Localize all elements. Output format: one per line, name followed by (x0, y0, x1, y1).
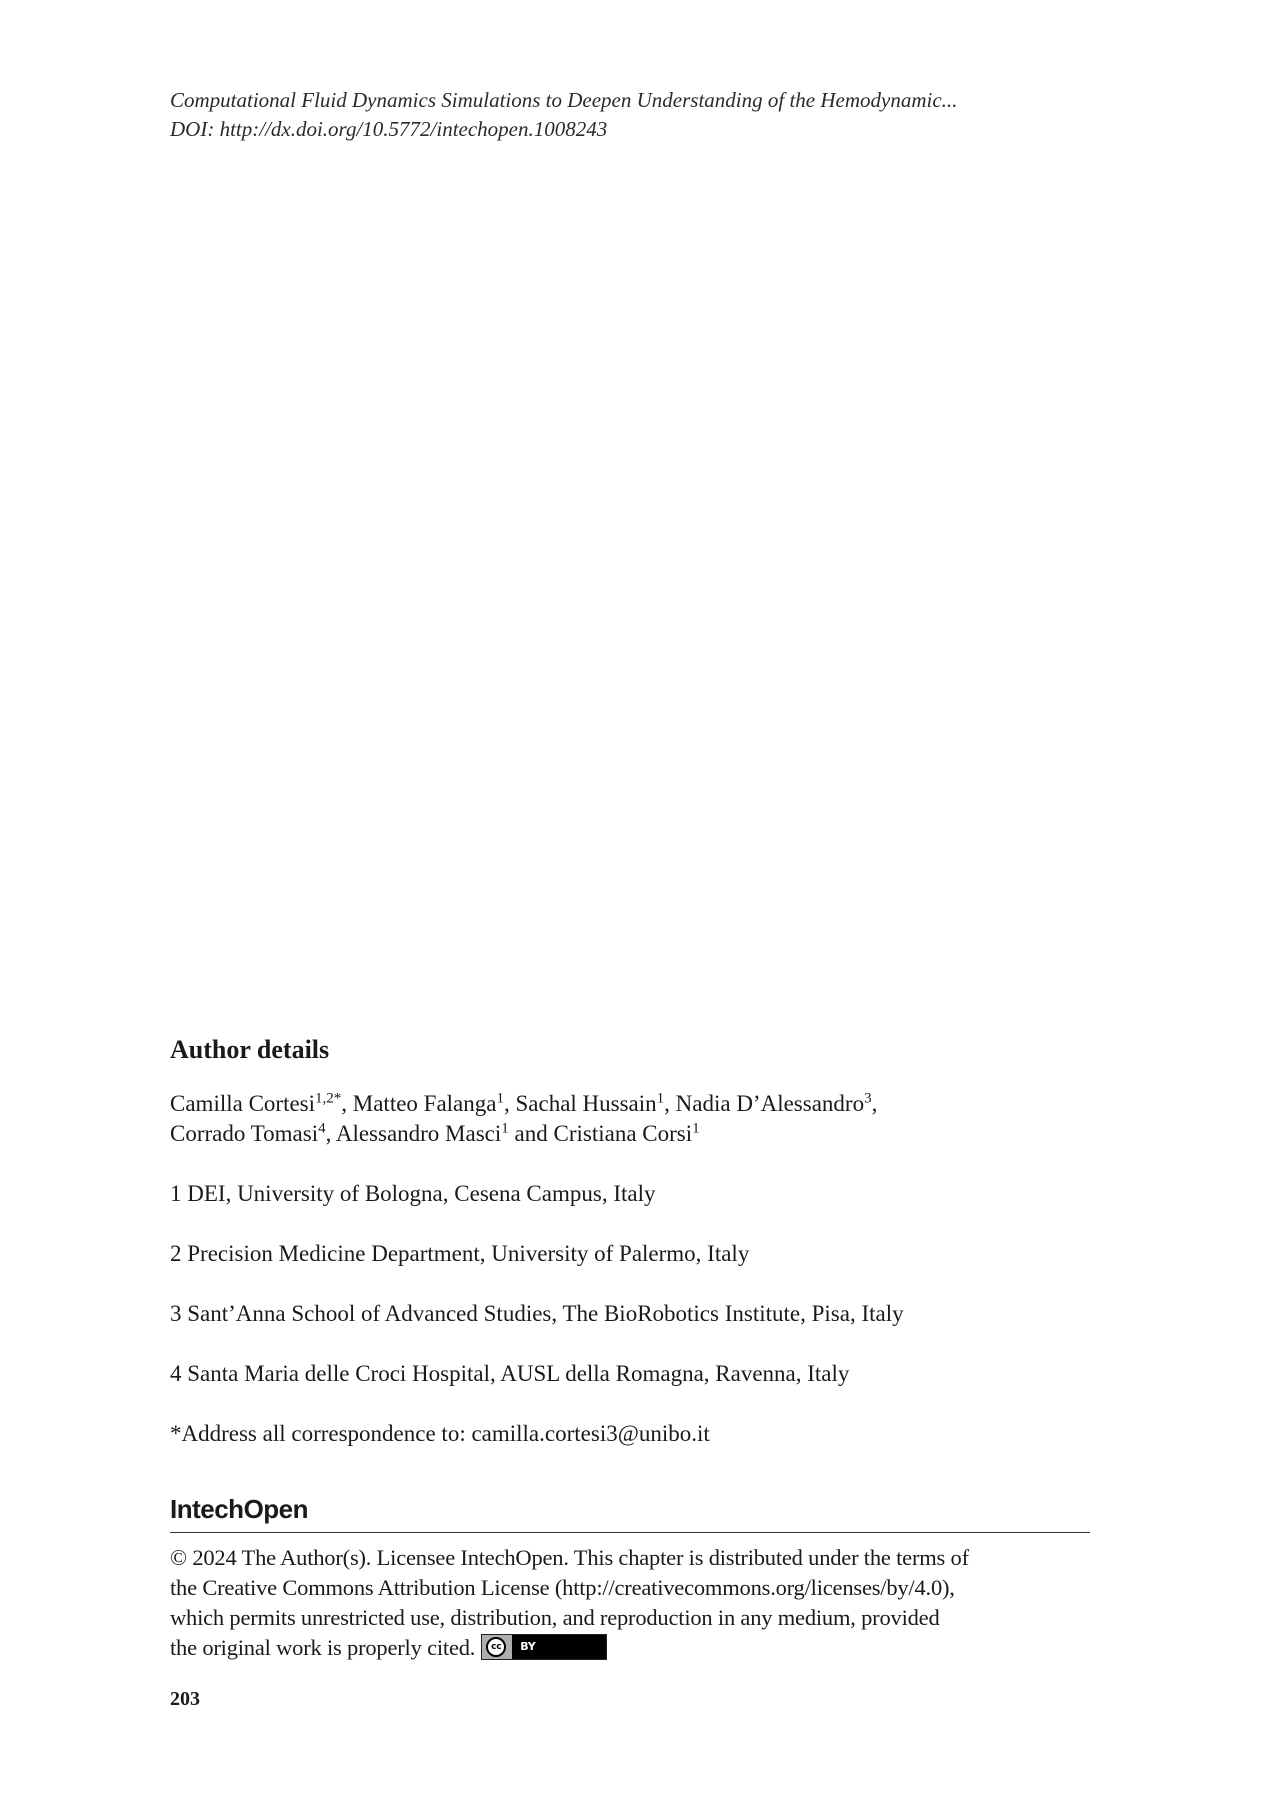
author-name: Camilla Cortesi (170, 1091, 316, 1116)
cc-by-license-badge[interactable] (481, 1634, 606, 1660)
author-affiliation-mark: 1 (501, 1120, 509, 1137)
author-list: Camilla Cortesi$^{1,2*}$, Matteo Falanga$^1$, Sachal Hussain$^1$, Nadia D’Alessandro$^3$, Corrado Tomasi$^4$, Alessandro Masci$^1$ and Cristiana Corsi$^1$ (170, 1090, 878, 1146)
license-line: which permits unrestricted use, distribution, and reproduction in any medium, provided (170, 1605, 940, 1630)
header-title: Computational Fluid Dynamics Simulations to Deepen Understanding of the Hemodynamic... (170, 88, 958, 112)
page-number: 203 (170, 1688, 200, 1710)
cc-by-label: BY (512, 1635, 605, 1659)
affiliation-1: 1 DEI, University of Bologna, Cesena Campus, Italy (170, 1181, 656, 1206)
intechopen-logo: IntechOpen (170, 1494, 309, 1524)
author-affiliation-mark: 1 (692, 1120, 700, 1137)
author-name: Sachal Hussain (515, 1091, 657, 1116)
author-name: Cristiana Corsi (553, 1121, 693, 1146)
author-name: Corrado Tomasi (170, 1121, 319, 1146)
author-affiliation-mark: 1 (496, 1090, 504, 1107)
author-name: Matteo Falanga (352, 1091, 497, 1116)
author-affiliation-mark: 4 (318, 1120, 326, 1137)
creative-commons-icon: cc (486, 1637, 506, 1657)
affiliation-2: 2 Precision Medicine Department, University of Palermo, Italy (170, 1241, 750, 1266)
author-affiliation-mark: 3 (864, 1090, 872, 1107)
affiliation-3: 3 Sant’Anna School of Advanced Studies, The BioRobotics Institute, Pisa, Italy (170, 1301, 904, 1326)
license-line-last: the original work is properly cited. cc BY (170, 1633, 1100, 1663)
running-header (170, 86, 957, 144)
divider (170, 1532, 1090, 1533)
license-statement (170, 1543, 1100, 1663)
license-line: the Creative Commons Attribution License (http://creativecommons.org/licenses/by/4.0), (170, 1575, 955, 1600)
section-heading: Author details (170, 1035, 330, 1064)
author-affiliation-mark: 1 (656, 1090, 665, 1107)
header-doi: DOI: http://dx.doi.org/10.5772/intechopen.1008243 (170, 117, 608, 141)
correspondence-note: *Address all correspondence to: camilla.cortesi3@unibo.it (170, 1421, 710, 1446)
author-name: Alessandro Masci (335, 1121, 502, 1146)
author-name: Nadia D’Alessandro (675, 1091, 865, 1116)
affiliation-4: 4 Santa Maria delle Croci Hospital, AUSL della Romagna, Ravenna, Italy (170, 1361, 850, 1386)
author-details-section (170, 1033, 1090, 1449)
author-affiliation-mark: 1,2* (315, 1090, 342, 1107)
license-line: © 2024 The Author(s). Licensee IntechOpen. This chapter is distributed under the terms of (170, 1545, 969, 1570)
